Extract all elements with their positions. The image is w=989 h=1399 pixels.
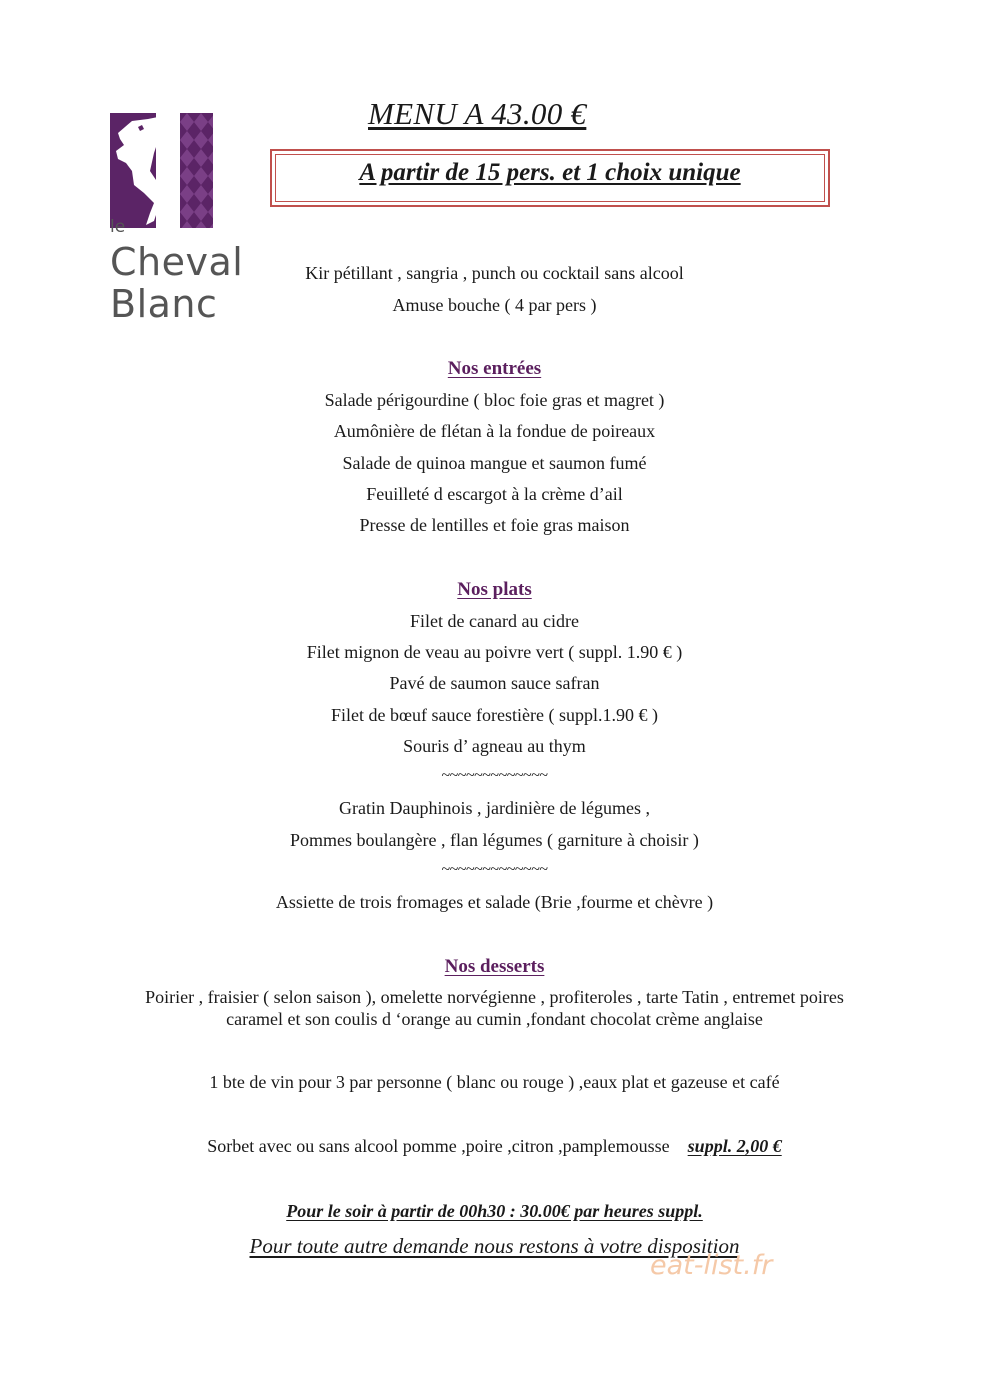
separator-tilde: ~~~~~~~~~~~~~ <box>441 767 548 784</box>
entree-item: Salade de quinoa mangue et saumon fumé <box>342 453 647 473</box>
logo-word-blanc: Blanc <box>110 282 218 326</box>
entree-item: Presse de lentilles et foie gras maison <box>359 515 630 535</box>
group-banner <box>270 149 830 207</box>
plat-item: Filet de bœuf sauce forestière ( suppl.1.90 € ) <box>331 705 658 725</box>
plat-item: Pavé de saumon sauce safran <box>389 673 600 693</box>
boissons-line: 1 bte de vin pour 3 par personne ( blanc ou rouge ) ,eaux plat et gazeuse et café <box>209 1072 780 1092</box>
soir-line: Pour le soir à partir de 00h30 : 30.00€ par heures suppl. <box>286 1201 703 1221</box>
entree-item: Feuilleté d escargot à la crème d’ail <box>366 484 623 504</box>
plats-heading: Nos plats <box>457 579 532 600</box>
horse-logo-icon <box>110 113 213 228</box>
logo-prefix: le <box>110 217 126 237</box>
desserts-heading: Nos desserts <box>444 956 545 977</box>
plat-item: Souris d’ agneau au thym <box>403 736 586 756</box>
group-banner-text: A partir de 15 pers. et 1 choix unique <box>359 159 741 186</box>
separator-tilde: ~~~~~~~~~~~~~ <box>441 861 548 878</box>
entree-item: Aumônière de flétan à la fondue de poireaux <box>333 421 656 441</box>
aperitif-line-1: Kir pétillant , sangria , punch ou cocktail sans alcool <box>305 263 684 283</box>
plat-item: Filet mignon de veau au poivre vert ( suppl. 1.90 € ) <box>306 642 683 662</box>
garniture-line: Pommes boulangère , flan légumes ( garniture à choisir ) <box>290 830 699 850</box>
entrees-heading: Nos entrées <box>447 358 542 379</box>
menu-title: MENU A 43.00 € <box>368 96 587 131</box>
aperitif-line-2: Amuse bouche ( 4 par pers ) <box>392 295 597 315</box>
entree-item: Salade périgourdine ( bloc foie gras et magret ) <box>324 390 665 410</box>
watermark: eat-list.fr <box>650 1250 773 1281</box>
fromage-line: Assiette de trois fromages et salade (Brie ,fourme et chèvre ) <box>275 892 714 912</box>
disposition-line: Pour toute autre demande nous restons à votre disposition <box>249 1234 740 1258</box>
sorbet-text: Sorbet avec ou sans alcool pomme ,poire ,citron ,pamplemousse <box>207 1136 670 1156</box>
sorbet-line <box>0 1136 989 1156</box>
plat-item: Filet de canard au cidre <box>410 611 579 631</box>
garniture-line: Gratin Dauphinois , jardinière de légumes , <box>339 798 650 818</box>
desserts-line-1: Poirier , fraisier ( selon saison ), omelette norvégienne , profiteroles , tarte Tatin , entremet poires <box>145 987 844 1007</box>
logo-word-cheval: Cheval <box>110 240 244 284</box>
desserts-line-2: caramel et son coulis d ‘orange au cumin ,fondant chocolat crème anglaise <box>226 1009 763 1029</box>
sorbet-suppl: suppl. 2,00 € <box>687 1136 782 1156</box>
